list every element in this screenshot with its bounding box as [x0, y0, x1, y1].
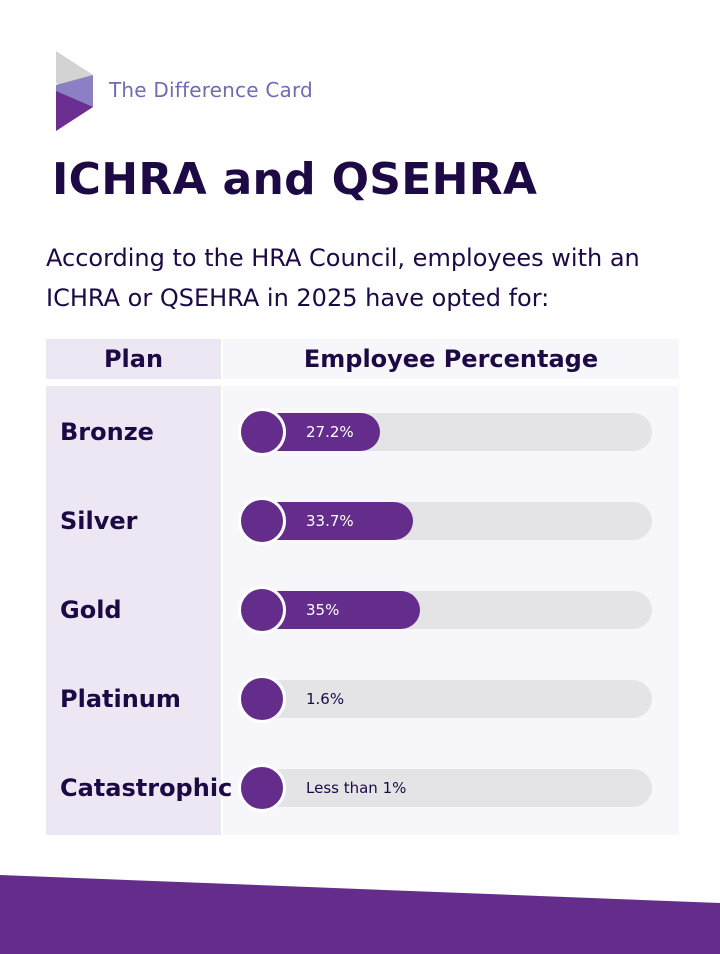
value-label-silver: 33.7% [306, 512, 354, 530]
page-subtitle: According to the HRA Council, employees with an ICHRA or QSEHRA in 2025 have opted for: [46, 244, 640, 312]
plan-label-bronze: Bronze [60, 418, 154, 446]
bar-track-bronze [241, 413, 652, 451]
footer-band [0, 870, 720, 954]
page-title: ICHRA and QSEHRA [52, 154, 538, 205]
bar-knob-silver [238, 497, 286, 545]
bar-knob-bronze [238, 408, 286, 456]
bar-track-gold [241, 591, 652, 629]
column-header-employee-percentage: Employee Percentage [223, 339, 679, 379]
bar-track-catastrophic [241, 769, 652, 807]
bar-track-platinum [241, 680, 652, 718]
value-label-catastrophic: Less than 1% [306, 779, 407, 797]
bar-knob-platinum [238, 675, 286, 723]
bar-track-silver [241, 502, 652, 540]
brand-logo-icon [53, 49, 97, 131]
bar-knob-catastrophic [238, 764, 286, 812]
plan-label-platinum: Platinum [60, 685, 181, 713]
value-label-gold: 35% [306, 601, 340, 619]
plan-label-silver: Silver [60, 507, 138, 535]
value-label-platinum: 1.6% [306, 690, 345, 708]
column-header-plan: Plan [46, 339, 221, 379]
bar-knob-gold [238, 586, 286, 634]
plan-label-gold: Gold [60, 596, 122, 624]
value-label-bronze: 27.2% [306, 423, 354, 441]
brand-name: The Difference Card [109, 78, 313, 102]
plan-label-catastrophic: Catastrophic [60, 774, 233, 802]
